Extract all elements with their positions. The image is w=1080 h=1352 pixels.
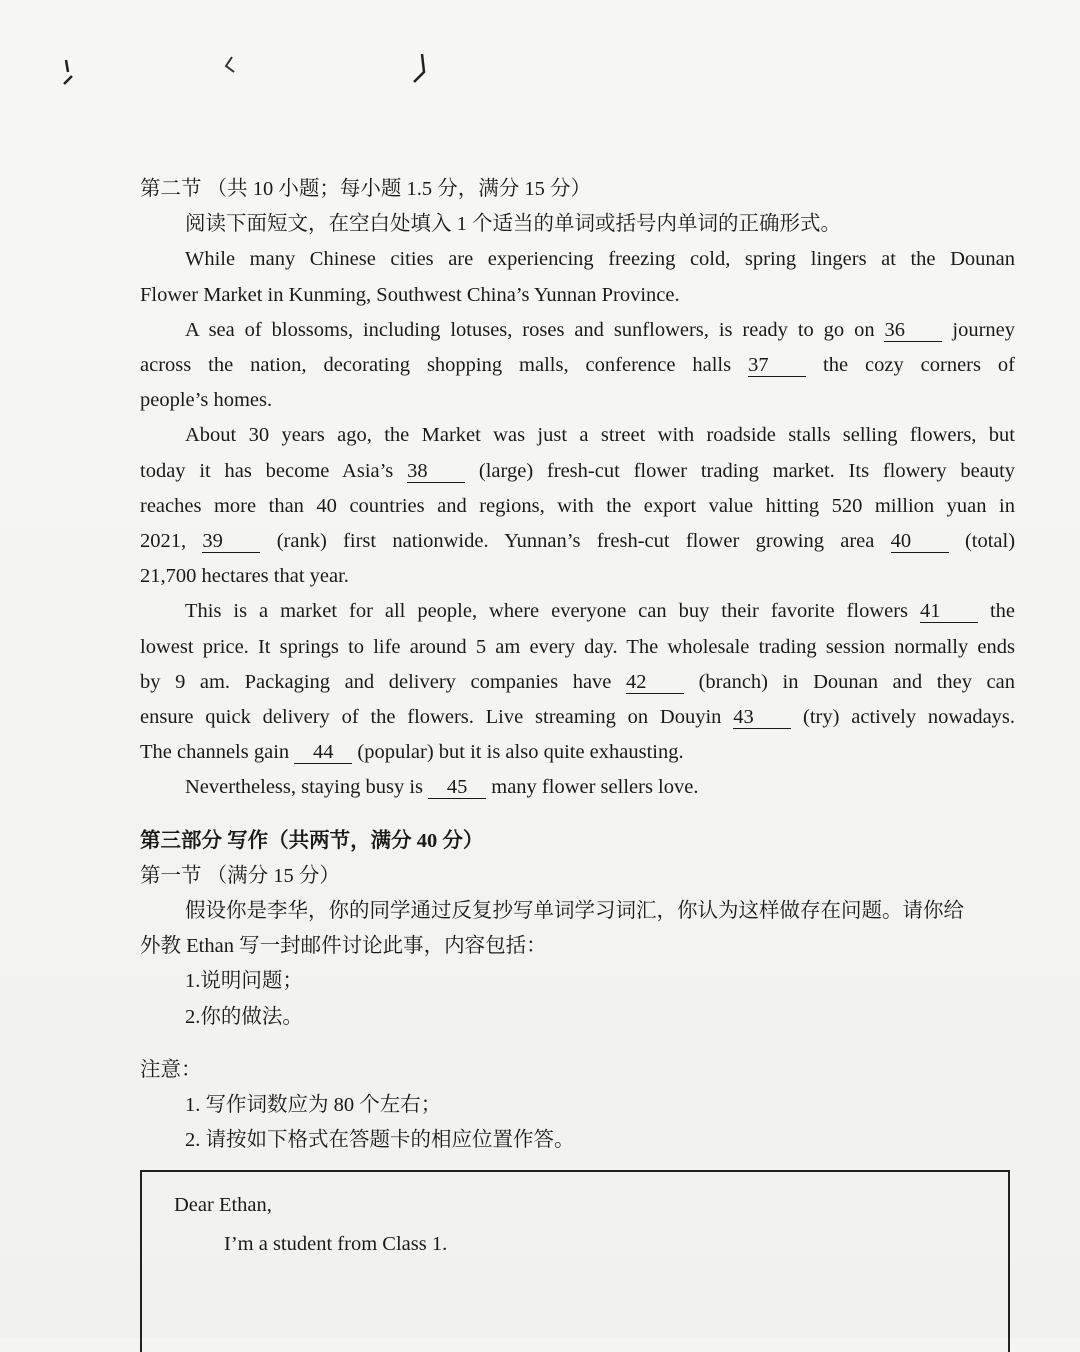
passage-text: today it has become Asia’s: [140, 459, 394, 482]
passage-text: across the nation, decorating shopping malls, conference halls: [140, 354, 732, 377]
blank-38[interactable]: 38: [407, 460, 465, 483]
passage-line: Flower Market in Kunming, Southwest China’s Yunnan Province.: [140, 283, 680, 306]
blank-40[interactable]: 40: [891, 530, 949, 553]
scan-mark-left: [58, 58, 78, 92]
passage-text: lowest price. It springs to life around 5 am every day. The wholesale trading session normally ends: [140, 635, 1015, 658]
spacer: [140, 806, 1015, 824]
passage-text: Nevertheless, staying busy is: [185, 776, 423, 799]
passage-text: The channels gain: [140, 741, 290, 764]
note-item: 1. 写作词数应为 80 个左右；: [185, 1094, 442, 1117]
passage-text: (rank) first nationwide. Yunnan’s fresh-cut flower growing area: [276, 530, 875, 553]
letter-opening: I’m a student from Class 1.: [224, 1233, 448, 1255]
passage-line: [140, 735, 1015, 770]
passage-text: While many Chinese cities are experiencing freezing cold, spring lingers at the Dounan: [185, 248, 1015, 271]
scan-marks: [0, 50, 1080, 100]
passage-line: people’s homes.: [140, 389, 273, 412]
passage-line: [140, 630, 1015, 665]
section2-instruction: 阅读下面短文，在空白处填入 1 个适当的单词或括号内单词的正确形式。: [185, 213, 841, 236]
writing-point: 2.你的做法。: [185, 1005, 303, 1028]
passage-line: [140, 524, 1015, 559]
passage-line: [140, 700, 1015, 735]
passage-text: 2021,: [140, 530, 187, 553]
blank-36[interactable]: 36: [884, 319, 942, 342]
passage-text: (try) actively nowadays.: [803, 706, 1016, 729]
passage-line: [140, 665, 1015, 700]
passage-text: ensure quick delivery of the flowers. Live streaming on Douyin: [140, 706, 722, 729]
passage-line: [140, 454, 1015, 489]
passage-text: (popular) but it is also quite exhausting.: [357, 741, 684, 764]
blank-45[interactable]: 45: [428, 776, 486, 799]
passage-text: journey: [952, 318, 1016, 341]
passage-text: by 9 am. Packaging and delivery companies have: [140, 670, 612, 693]
blank-41[interactable]: 41: [920, 600, 978, 623]
passage-line: [140, 242, 1015, 277]
writing-prompt-line: 假设你是李华，你的同学通过反复抄写单词学习词汇，你认为这样做存在问题。请你给: [185, 900, 964, 923]
passage-line: [140, 418, 1015, 453]
passage-text: A sea of blossoms, including lotuses, roses and sunflowers, is ready to go on: [185, 318, 875, 341]
passage-text: (branch) in Dounan and they can: [698, 670, 1016, 693]
passage-text: (large) fresh-cut flower trading market. Its flowery beauty: [478, 459, 1016, 482]
section1-heading: 第一节 （满分 15 分）: [140, 864, 340, 887]
passage-line: 21,700 hectares that year.: [140, 565, 349, 588]
passage-text: the cozy corners of: [823, 354, 1016, 377]
passage-text: reaches more than 40 countries and regions, with the export value hitting 520 million yuan in: [140, 494, 1015, 517]
blank-43[interactable]: 43: [733, 706, 791, 729]
passage-line: [140, 348, 1015, 383]
blank-42[interactable]: 42: [626, 671, 684, 694]
part3-heading: 第三部分 写作（共两节，满分 40 分）: [140, 829, 484, 852]
passage-text: This is a market for all people, where everyone can buy their favorite flowers: [185, 600, 909, 623]
letter-salutation: Dear Ethan,: [174, 1194, 272, 1216]
passage-text: many flower sellers love.: [491, 776, 699, 799]
scan-mark-right: [408, 52, 430, 86]
passage-line: [140, 489, 1015, 524]
scan-mark-middle: [218, 54, 240, 80]
passage-text: (total): [964, 530, 1016, 553]
section2-heading: 第二节 （共 10 小题；每小题 1.5 分，满分 15 分）: [140, 178, 591, 200]
blank-44[interactable]: 44: [294, 741, 352, 764]
writing-point: 1.说明问题；: [185, 970, 303, 993]
note-item: 2. 请按如下格式在答题卡的相应位置作答。: [185, 1129, 575, 1152]
passage-text: About 30 years ago, the Market was just a street with roadside stalls selling flowers, but: [185, 424, 1015, 447]
writing-prompt-line: 外教 Ethan 写一封邮件讨论此事，内容包括：: [140, 935, 547, 958]
passage-line: [140, 770, 1015, 805]
spacer: [140, 1035, 1015, 1053]
blank-39[interactable]: 39: [202, 530, 260, 553]
passage-line: [140, 594, 1015, 629]
passage-line: [140, 313, 1015, 348]
notes-title: 注意：: [140, 1058, 202, 1081]
blank-37[interactable]: 37: [748, 354, 806, 377]
exam-content: [140, 172, 1015, 1158]
passage-text: the: [989, 600, 1016, 623]
answer-letter-box[interactable]: [140, 1170, 1010, 1352]
